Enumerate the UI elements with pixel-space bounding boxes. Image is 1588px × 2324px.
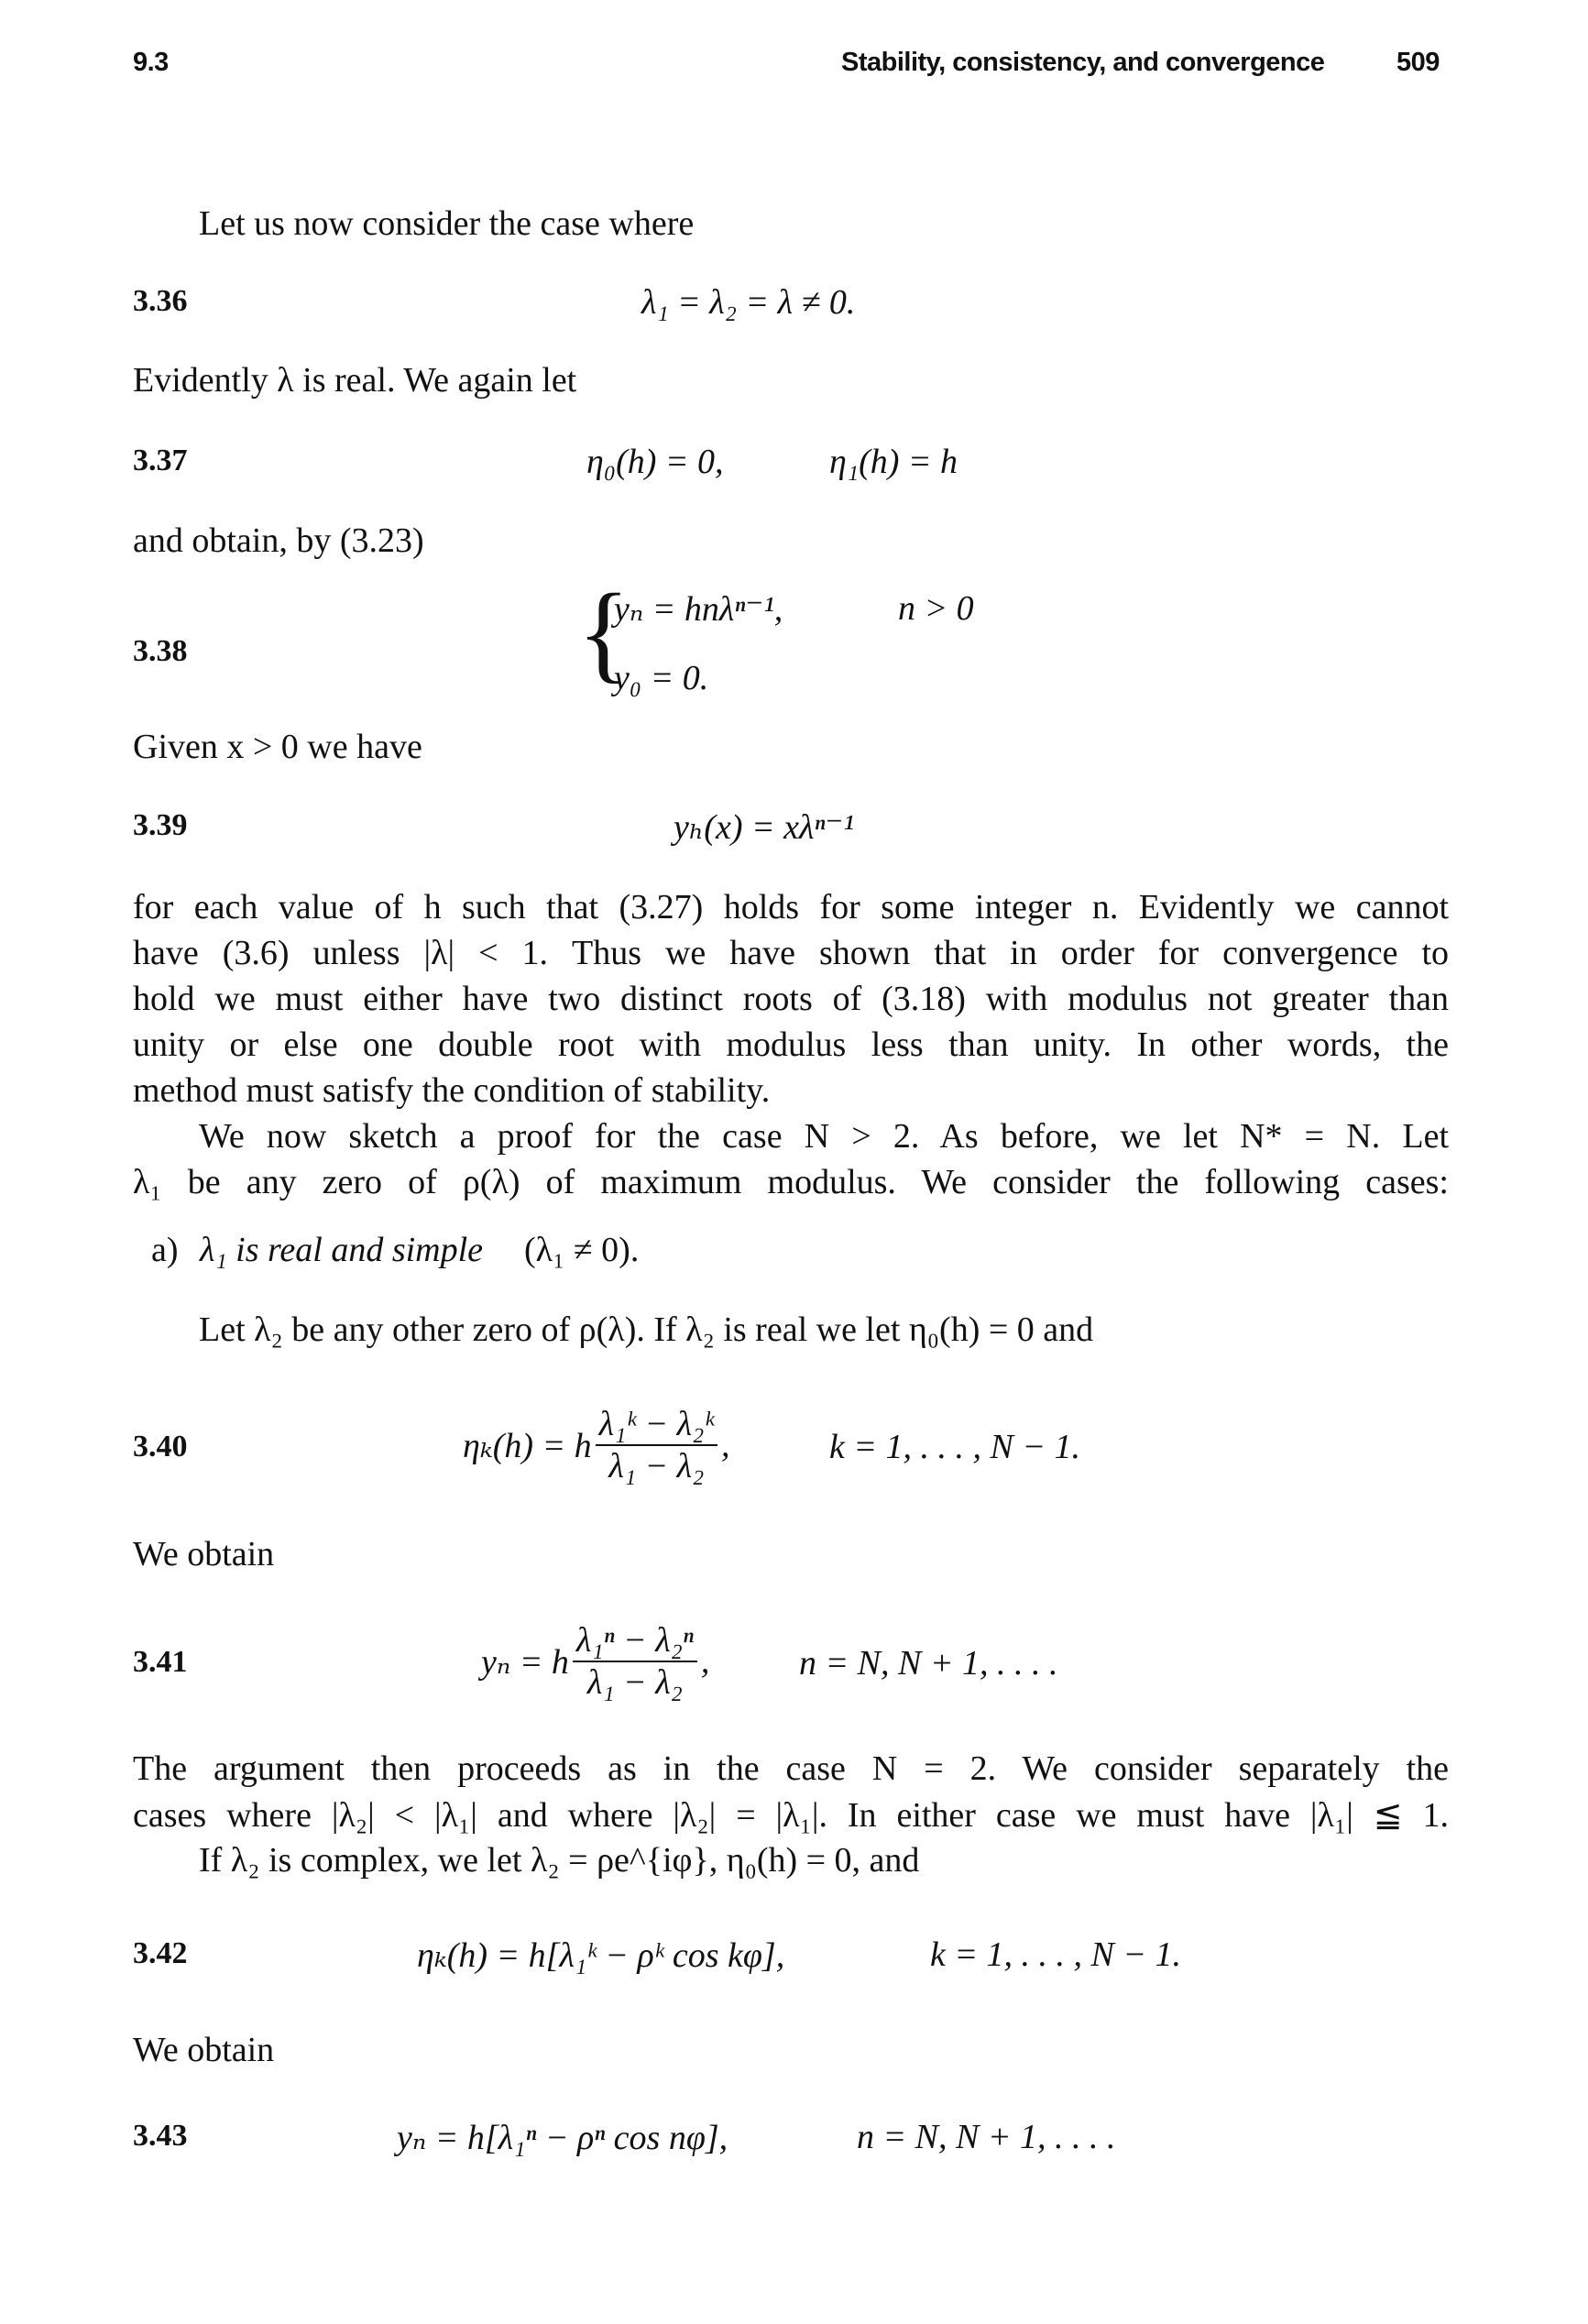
paragraph-line: cases where |λ₂| < |λ₁| and where |λ₂| = |λ₁|. In either case we must have |λ₁| ≦ 1. — [133, 1796, 1449, 1835]
equation-condition: k = 1, . . . , N − 1. — [829, 1428, 1080, 1466]
equation: yₙ = h[λ₁ⁿ − ρⁿ cos nφ], — [397, 2119, 728, 2157]
equation-condition: n = N, N + 1, . . . . — [799, 1644, 1058, 1683]
equation: yₙ = hnλⁿ⁻¹, — [614, 590, 783, 629]
equation-lhs: yₙ = h — [481, 1642, 569, 1682]
denominator: λ₁ − λ₂ — [586, 1663, 683, 1702]
denominator: λ₁ − λ₂ — [608, 1447, 705, 1485]
section-number: 9.3 — [133, 48, 169, 77]
equation: η₁(h) = h — [829, 443, 958, 481]
equation-number: 3.42 — [133, 1936, 188, 1970]
text: We obtain — [133, 2031, 275, 2069]
paragraph-line: for each value of h such that (3.27) holds for some integer n. Evidently we cannot — [133, 888, 1449, 926]
page-number: 509 — [1396, 48, 1440, 77]
paragraph-line: If λ₂ is complex, we let λ₂ = ρe^{iφ}, η₀(h) = 0, and — [199, 1841, 920, 1880]
numerator: λ₁ᵏ − λ₂ᵏ — [596, 1404, 717, 1446]
equation: η₀(h) = 0, — [586, 443, 724, 481]
running-title: Stability, consistency, and convergence — [841, 48, 1325, 77]
case-label: a) — [151, 1231, 179, 1269]
fraction — [596, 1404, 717, 1486]
equation-number: 3.38 — [133, 634, 188, 668]
paragraph-line: hold we must either have two distinct roots of (3.18) with modulus not greater than — [133, 980, 1449, 1018]
numerator: λ₁ⁿ − λ₂ⁿ — [573, 1620, 697, 1662]
equation-number: 3.36 — [133, 284, 188, 318]
equation-number: 3.40 — [133, 1430, 188, 1463]
equation: yₙ = h $\frac{\text{λ₁ⁿ − λ₂ⁿ}}{\text{λ₁ − λ₂}}$ , — [481, 1621, 710, 1702]
paragraph-line: have (3.6) unless |λ| < 1. Thus we have shown that in order for convergence to — [133, 934, 1449, 972]
paragraph-line: The argument then proceeds as in the case N = 2. We consider separately the — [133, 1749, 1449, 1788]
brace: { — [577, 571, 630, 693]
fraction — [573, 1620, 697, 1703]
text: Let λ₂ be any other zero of ρ(λ). If λ₂ is real we let η₀(h) = 0 and — [199, 1310, 1094, 1349]
text: Let us now consider the case where — [199, 204, 695, 243]
text: Given x > 0 we have — [133, 728, 422, 766]
equation-condition: n > 0 — [898, 589, 974, 628]
equation-condition: k = 1, . . . , N − 1. — [930, 1935, 1181, 1974]
paragraph-line: method must satisfy the condition of stability. — [133, 1071, 771, 1110]
equation: λ₁ = λ₂ = λ ≠ 0. — [641, 283, 856, 322]
equation-number: 3.39 — [133, 808, 188, 842]
text: We obtain — [133, 1535, 275, 1573]
equation-number: 3.41 — [133, 1645, 188, 1679]
equation-condition: n = N, N + 1, . . . . — [857, 2118, 1116, 2156]
equation: y₀ = 0. — [614, 659, 709, 697]
paragraph-line: unity or else one double root with modulus less than unity. In other words, the — [133, 1025, 1449, 1064]
equation-number: 3.43 — [133, 2119, 188, 2153]
equation-lhs: ηₖ(h) = h — [463, 1426, 592, 1465]
paragraph-line: We now sketch a proof for the case N > 2. As before, we let N* = N. Let — [199, 1117, 1449, 1156]
text: Evidently λ is real. We again let — [133, 361, 577, 400]
equation: ηₖ(h) = h[λ₁ᵏ − ρᵏ cos kφ], — [417, 1936, 785, 1975]
equation: yₕ(x) = xλⁿ⁻¹ — [674, 808, 854, 847]
case-text: λ₁ is real and simple — [200, 1231, 484, 1269]
case-condition: (λ₁ ≠ 0). — [524, 1231, 640, 1269]
equation-number: 3.37 — [133, 444, 188, 477]
paragraph-line: λ₁ be any zero of ρ(λ) of maximum modulus. We consider the following cases: — [133, 1163, 1449, 1201]
equation: ηₖ(h) = h $\frac{\text{λ₁ᵏ − λ₂ᵏ}}{\text{λ₁ − λ₂}}$ , — [463, 1405, 730, 1485]
text: and obtain, by (3.23) — [133, 521, 424, 560]
